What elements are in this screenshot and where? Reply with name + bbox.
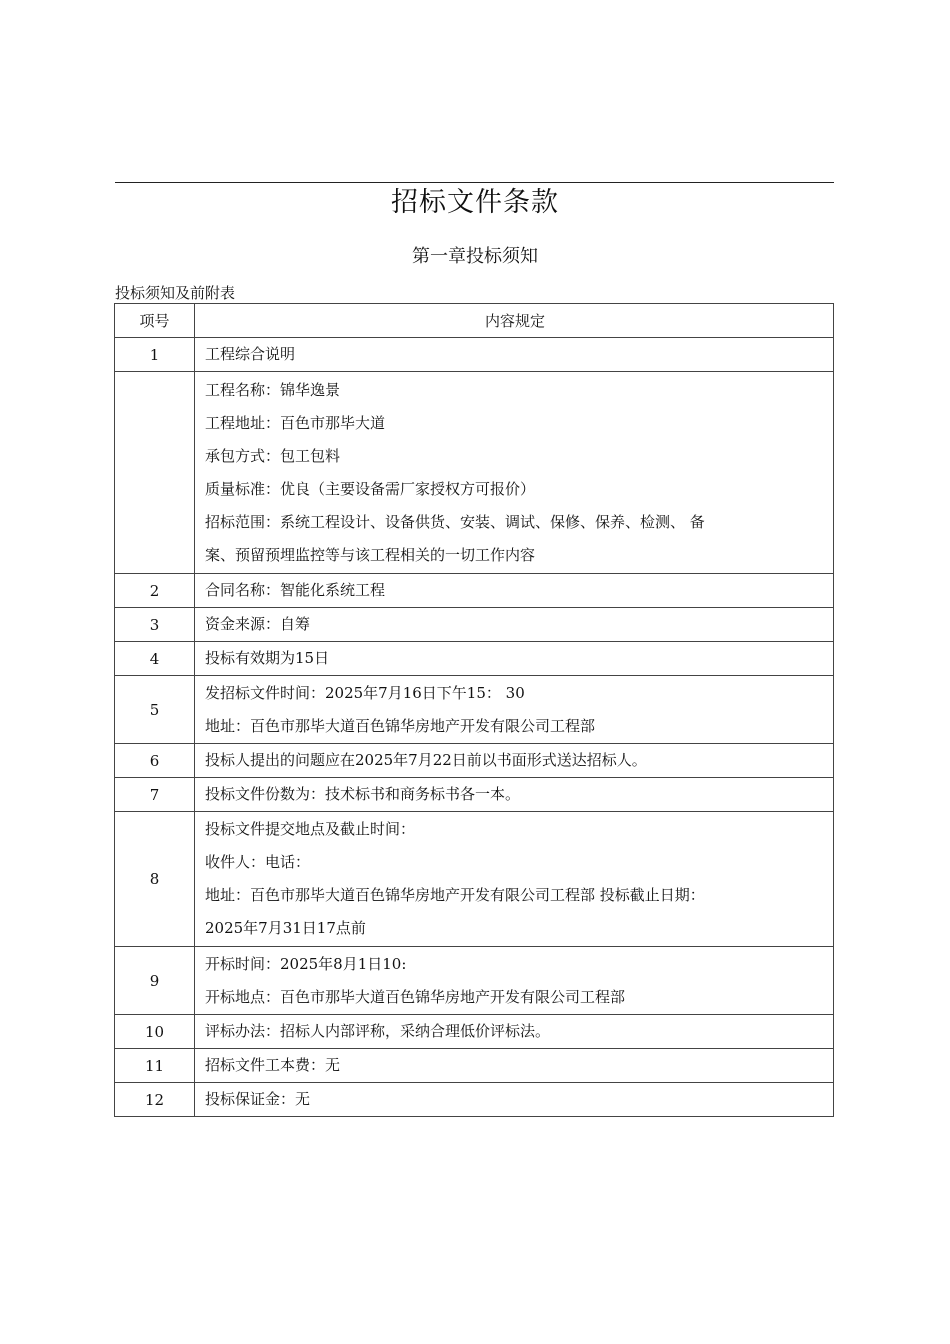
- content-line: 招标范围：系统工程设计、设备供货、安装、调试、保修、保养、检测、 备: [205, 512, 705, 531]
- content-line: 工程名称：锦华逸景: [205, 380, 341, 399]
- content-line: 承包方式：包工包料: [205, 446, 341, 465]
- content-line: 资金来源：自筹: [205, 615, 311, 633]
- row-content: [195, 947, 834, 1015]
- content-line: 工程综合说明: [205, 345, 296, 363]
- content-line: 投标保证金：无: [205, 1090, 311, 1108]
- row-content: [195, 778, 834, 812]
- document-title: 招标文件条款: [391, 187, 559, 218]
- content-line: 合同名称：智能化系统工程: [205, 581, 386, 599]
- table-row: [115, 338, 834, 372]
- row-content: [195, 608, 834, 642]
- table-row: [115, 676, 834, 744]
- content-line: 发招标文件时间：2025年7月16日下午15： 30: [205, 683, 525, 702]
- row-number: 10: [115, 1015, 195, 1049]
- content-line: 评标办法：招标人内部评称，采纳合理低价评标法。: [205, 1022, 551, 1040]
- row-content: [195, 338, 834, 372]
- chapter-title: 第一章投标须知: [412, 246, 538, 267]
- table-row: [115, 744, 834, 778]
- content-line: 投标文件提交地点及截止时间：: [205, 820, 416, 838]
- row-number: 1: [115, 338, 195, 372]
- table-row: [115, 1083, 834, 1117]
- content-line: 案、预留预埋监控等与该工程相关的一切工作内容: [205, 545, 536, 564]
- table-header-row: [115, 304, 834, 338]
- row-content: [195, 574, 834, 608]
- row-number: [115, 372, 195, 574]
- header-content: 内容规定: [195, 304, 834, 338]
- content-line: 质量标准：优良（主要设备需厂家授权方可报价）: [205, 479, 536, 498]
- row-number: 7: [115, 778, 195, 812]
- table-row: [115, 1015, 834, 1049]
- row-content: [195, 372, 834, 574]
- table-row: [115, 608, 834, 642]
- table-caption: 投标须知及前附表: [115, 284, 236, 302]
- row-number: 6: [115, 744, 195, 778]
- content-line: 开标地点：百色市那毕大道百色锦华房地产开发有限公司工程部: [205, 987, 626, 1006]
- table-row: [115, 1049, 834, 1083]
- table-row: [115, 574, 834, 608]
- row-number: 12: [115, 1083, 195, 1117]
- row-number: 9: [115, 947, 195, 1015]
- content-line: 地址：百色市那毕大道百色锦华房地产开发有限公司工程部: [205, 716, 596, 735]
- row-number: 2: [115, 574, 195, 608]
- content-line: 投标人提出的问题应在2025年7月22日前以书面形式送达招标人。: [205, 751, 647, 769]
- row-content: [195, 812, 834, 947]
- row-number: 3: [115, 608, 195, 642]
- content-line: 工程地址：百色市那毕大道: [205, 413, 386, 432]
- row-content: [195, 1083, 834, 1117]
- table-row: [115, 947, 834, 1015]
- content-line: 2025年7月31日17点前: [205, 919, 366, 937]
- row-content: [195, 1015, 834, 1049]
- content-line: 投标文件份数为：技术标书和商务标书各一本。: [205, 785, 521, 803]
- row-number: 4: [115, 642, 195, 676]
- row-number: 11: [115, 1049, 195, 1083]
- table-row: [115, 778, 834, 812]
- content-line: 投标有效期为15日: [205, 649, 330, 667]
- tender-notice-table: [114, 303, 834, 1117]
- content-line: 地址：百色市那毕大道百色锦华房地产开发有限公司工程部 投标截止日期：: [205, 886, 705, 904]
- table-row: [115, 812, 834, 947]
- row-content: [195, 1049, 834, 1083]
- header-item-no: 项号: [115, 304, 195, 338]
- table-row: [115, 642, 834, 676]
- content-line: 招标文件工本费：无: [205, 1056, 341, 1074]
- content-line: 收件人：电话：: [205, 853, 311, 871]
- content-line: 开标时间：2025年8月1日10:: [205, 954, 407, 973]
- row-content: [195, 744, 834, 778]
- table-row: [115, 372, 834, 574]
- row-content: [195, 642, 834, 676]
- row-number: 5: [115, 676, 195, 744]
- row-content: [195, 676, 834, 744]
- row-number: 8: [115, 812, 195, 947]
